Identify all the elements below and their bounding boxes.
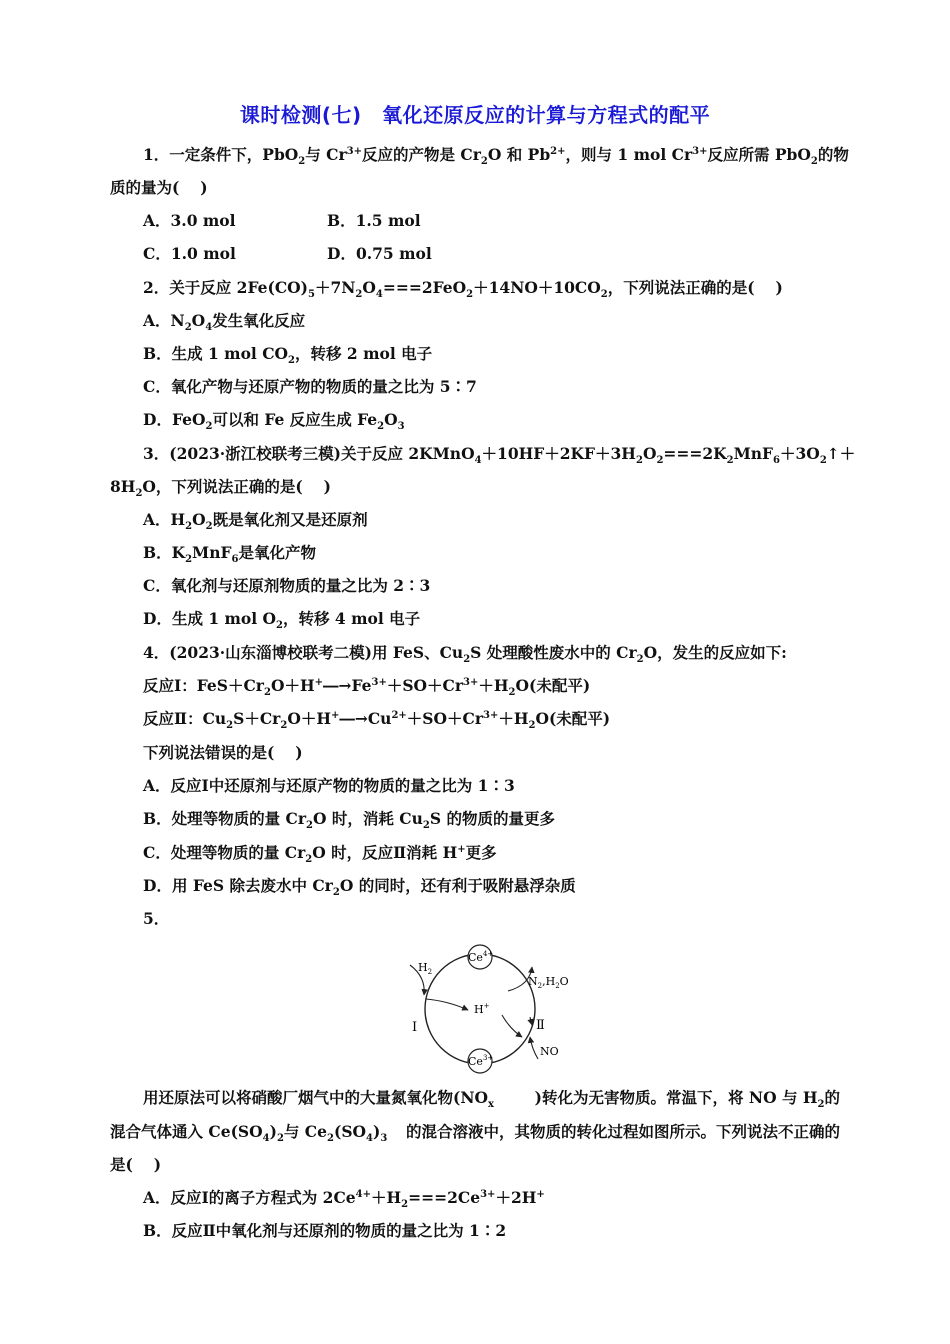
q5-paragraph-line-2: 混合气体通入 $Ce(SO_4)_2$与 $Ce_2(SO_4)_3$ 的混合溶液中，其物质的转化过程如图所示。下列说法不正确的 bbox=[110, 1122, 840, 1145]
q3-option-a: A．$H_2O_2$既是氧化剂又是还原剂 bbox=[143, 510, 368, 533]
q2-option-c: C．氧化产物与还原产物的物质的量之比为 5∶7 bbox=[143, 377, 477, 396]
q3-option-c: C．氧化剂与还原剂物质的量之比为 2∶3 bbox=[143, 576, 431, 595]
q2-option-b: B．生成 1 mol $CO_2$，转移 2 mol 电子 bbox=[143, 344, 433, 367]
cycle-diagram bbox=[398, 937, 588, 1077]
q4-reaction-1: 反应Ⅰ：$FeS+Cr_2O+H^+―\to Fe^{3+}+SO+Cr^{3+}+H_2O$(未配平) bbox=[143, 676, 591, 699]
h-plus-label: H+ bbox=[474, 1002, 490, 1016]
q4-reaction-2: 反应Ⅱ：$Cu_2S+Cr_2O+H^+―\to Cu^{2+}+SO+Cr^{3+}+H_2O$(未配平) bbox=[143, 709, 611, 732]
question-1-stem-cont: 质的量为( ) bbox=[110, 178, 208, 197]
q1-option-d: D．0.75 mol bbox=[327, 244, 432, 263]
q5-paragraph-line-3: 是( ) bbox=[110, 1155, 162, 1174]
stage-1-label: Ⅰ bbox=[412, 1020, 418, 1035]
ce3-label: $Ce^{3+}$ bbox=[468, 1054, 494, 1068]
q5-option-b: B．反应Ⅱ中氧化剂与还原剂的物质的量之比为 1∶2 bbox=[143, 1221, 507, 1240]
question-3-stem: 3．(2023·浙江校联考三模)关于反应 2KMnO$_4$ $+10HF+2KF+3H_2O_2===2K_2MnF_6+3O_2↑+$ bbox=[143, 444, 856, 467]
h-plus-arrow bbox=[426, 999, 468, 1010]
q4-option-b: B．处理等物质的量 $Cr_2O$ 时，消耗 $Cu_2S$ 的物质的量更多 bbox=[143, 809, 555, 832]
q5-option-a: A．反应Ⅰ的离子方程式为 $2Ce^{4+}+H_2===2Ce^{3+}+2H^+$ bbox=[143, 1188, 545, 1211]
ce4-label: $Ce^{4+}$ bbox=[468, 950, 494, 964]
question-3-stem-cont: $8H_2O$，下列说法正确的是( ) bbox=[110, 477, 331, 500]
n2-h2o-label: $N_2,H_2O$ bbox=[528, 975, 569, 990]
question-5-number: 5． bbox=[143, 909, 170, 928]
stage-2-label: Ⅱ bbox=[536, 1018, 545, 1033]
q2-option-d: D．FeO$_2$可以和 Fe 反应生成 $Fe_2O_3$ bbox=[143, 410, 405, 433]
q1-option-a: A．3.0 mol bbox=[143, 211, 236, 230]
q3-option-b: B．$K_2MnF_6$是氧化产物 bbox=[143, 543, 316, 566]
h2-label: $H_2$ bbox=[418, 961, 433, 976]
question-2-stem: 2．关于反应 $2Fe(CO)_5+7N_2O_4===2FeO_2+14NO+10CO_2$，下列说法正确的是( ) bbox=[143, 278, 783, 301]
q1-option-c: C．1.0 mol bbox=[143, 244, 236, 263]
no-in-arrow bbox=[530, 1037, 538, 1059]
question-4-stem: 4．(2023·山东淄博校联考二模)用 FeS、$Cu_2S$ 处理酸性废水中的 $Cr_2O$，发生的反应如下: bbox=[143, 643, 787, 666]
q5-paragraph-line-1: 用还原法可以将硝酸厂烟气中的大量氮氧化物($NO_x$ )转化为无害物质。常温下，将 NO 与 $H_2$的 bbox=[143, 1088, 840, 1111]
no-label: NO bbox=[540, 1045, 559, 1058]
right-arc-arrow bbox=[530, 1017, 532, 1025]
q4-option-d: D．用 FeS 除去废水中 $Cr_2O$ 的同时，还有利于吸附悬浮杂质 bbox=[143, 876, 576, 899]
q4-option-c: C．处理等物质的量 $Cr_2O$ 时，反应Ⅱ消耗 H+更多 bbox=[143, 843, 497, 866]
page-title: 课时检测(七) 氧化还原反应的计算与方程式的配平 bbox=[239, 103, 711, 127]
question-4-stem-cont: 下列说法错误的是( ) bbox=[143, 743, 303, 762]
q4-option-a: A．反应Ⅰ中还原剂与还原产物的物质的量之比为 1∶3 bbox=[143, 776, 515, 795]
q2-option-a: A．$N_2O_4$发生氧化反应 bbox=[143, 311, 306, 334]
question-1-stem: 1．一定条件下，PbO$_2$与 $Cr^{3+}$反应的产物是 $Cr_2O$ 和 $Pb^{2+}$，则与 1 mol $Cr^{3+}$反应所需 PbO$_2$的物 bbox=[143, 145, 849, 168]
q3-option-d: D．生成 1 mol $O_2$，转移 4 mol 电子 bbox=[143, 609, 421, 632]
inner-arrow bbox=[502, 1015, 522, 1037]
q1-option-b: B．1.5 mol bbox=[327, 211, 421, 230]
